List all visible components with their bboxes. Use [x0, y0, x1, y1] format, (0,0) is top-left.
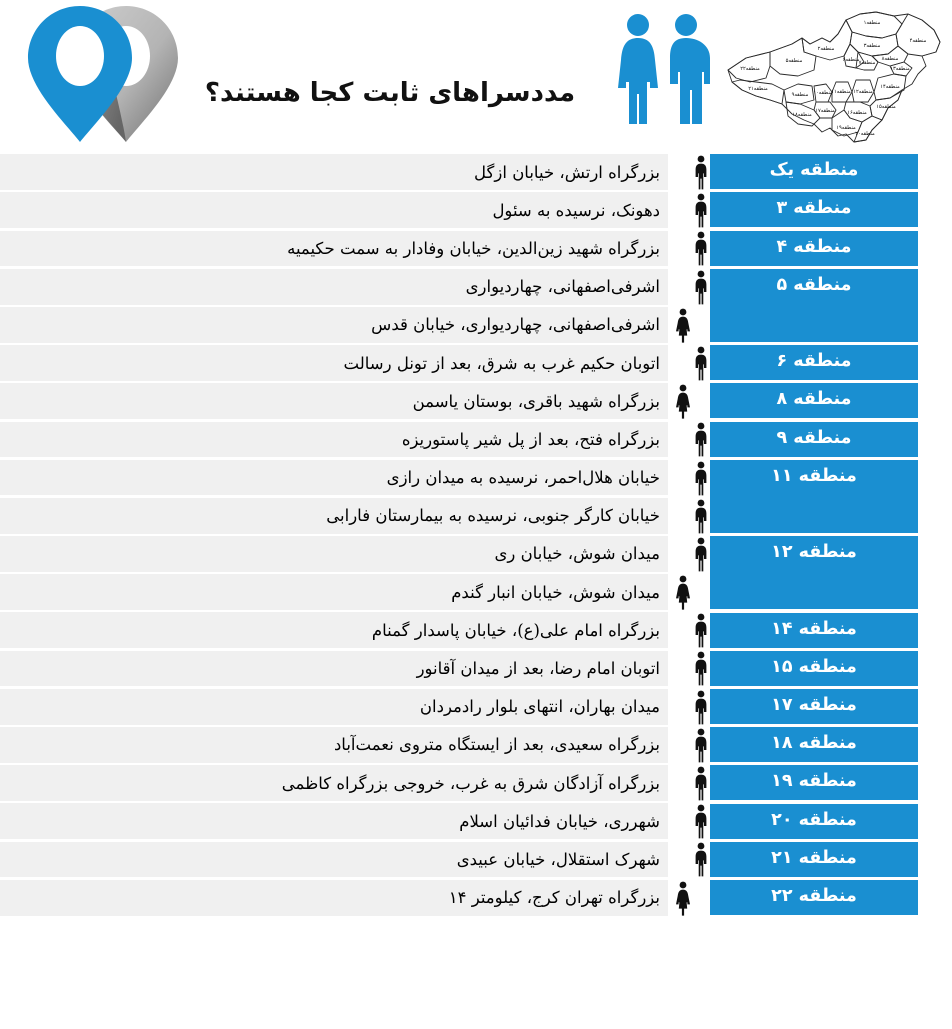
region-tag[interactable]: منطقه ۴	[710, 231, 918, 266]
shelter-address: اشرفی‌اصفهانی، چهاردیواری	[465, 277, 660, 297]
tehran-districts-map	[726, 4, 950, 144]
svg-text:منطقه۳: منطقه۳	[863, 43, 881, 49]
region-tag[interactable]: منطقه ۳	[710, 192, 918, 227]
gender-legend-icons	[613, 12, 713, 130]
shelter-address: دهونک، نرسیده به سئول	[492, 200, 660, 220]
region-tag[interactable]: منطقه ۱۷	[710, 689, 918, 724]
svg-text:منطقه۱۱: منطقه۱۱	[831, 89, 851, 95]
shelter-address: خیابان هلال‌احمر، نرسیده به میدان رازی	[386, 468, 660, 488]
region-tag[interactable]: منطقه یک	[710, 154, 918, 189]
female-figure-icon	[618, 14, 658, 124]
region-tag[interactable]: منطقه ۱۹	[710, 765, 918, 800]
svg-text:منطقه۹: منطقه۹	[791, 92, 809, 98]
region-tag[interactable]: منطقه ۱۱	[710, 460, 918, 533]
shelter-address: بزرگراه شهید باقری، بوستان یاسمن	[412, 391, 660, 411]
svg-text:منطقه۱۹: منطقه۱۹	[836, 125, 856, 131]
shelter-address: خیابان کارگر جنوبی، نرسیده به بیمارستان فارابی	[326, 506, 660, 526]
svg-text:منطقه۱۴: منطقه۱۴	[880, 84, 900, 90]
shelter-address: بزرگراه شهید زین‌الدین، خیابان وفادار به سمت حکیمیه	[287, 238, 660, 258]
map-pin-icon	[22, 2, 184, 145]
region-tag[interactable]: منطقه ۸	[710, 383, 918, 418]
region-tag[interactable]: منطقه ۲۲	[710, 880, 918, 915]
page-title: مددسراهای ثابت کجا هستند؟	[204, 78, 576, 108]
shelter-address: اشرفی‌اصفهانی، چهاردیواری، خیابان قدس	[371, 315, 660, 335]
shelter-address: اتوبان امام رضا، بعد از میدان آقانور	[416, 659, 660, 679]
region-tag[interactable]: منطقه ۵	[710, 269, 918, 342]
region-tag[interactable]: منطقه ۱۸	[710, 727, 918, 762]
region-tag[interactable]: منطقه ۲۱	[710, 842, 918, 877]
region-tag[interactable]: منطقه ۱۴	[710, 613, 918, 648]
shelter-address: شهرری، خیابان فدائیان اسلام	[459, 811, 660, 831]
shelter-address: شهرک استقلال، خیابان عبیدی	[456, 849, 660, 869]
svg-text:منطقه۱۵: منطقه۱۵	[876, 104, 896, 110]
svg-text:منطقه۱۶: منطقه۱۶	[847, 110, 867, 116]
shelter-address: بزرگراه ارتش، خیابان ازگل	[474, 162, 660, 182]
shelter-address: بزرگراه سعیدی، بعد از ایستگاه متروی نعمت‌آباد	[333, 735, 660, 755]
svg-text:منطقه۲۱: منطقه۲۱	[748, 86, 768, 92]
svg-text:منطقه۴: منطقه۴	[909, 38, 927, 44]
shelter-address: میدان بهاران، انتهای بلوار رادمردان	[419, 697, 660, 717]
svg-text:منطقه۱۷: منطقه۱۷	[815, 108, 835, 114]
svg-text:منطقه۲۲: منطقه۲۲	[740, 66, 760, 72]
svg-text:منطقه۱۲: منطقه۱۲	[853, 89, 873, 95]
female-figure-icon	[670, 308, 696, 343]
svg-text:منطقه۵: منطقه۵	[785, 58, 803, 64]
shelter-address: بزرگراه فتح، بعد از پل شیر پاستوریزه	[401, 429, 660, 449]
infographic-header	[0, 0, 952, 150]
svg-text:منطقه۲۰: منطقه۲۰	[855, 131, 875, 137]
female-figure-icon	[670, 881, 696, 916]
region-tag[interactable]: منطقه ۶	[710, 345, 918, 380]
svg-text:منطقه۶: منطقه۶	[842, 57, 860, 63]
shelter-address: بزرگراه امام علی(ع)، خیابان پاسدار گمنام	[371, 620, 660, 640]
svg-text:منطقه۱: منطقه۱	[863, 20, 881, 26]
svg-text:منطقه۸: منطقه۸	[881, 56, 899, 62]
shelter-address: اتوبان حکیم غرب به شرق، بعد از تونل رسالت	[343, 353, 660, 373]
svg-text:منطقه۷: منطقه۷	[858, 60, 876, 66]
shelter-address: میدان شوش، خیابان ری	[494, 544, 660, 564]
region-tag[interactable]: منطقه ۹	[710, 422, 918, 457]
shelter-address: میدان شوش، خیابان انبار گندم	[451, 582, 660, 602]
shelter-address: بزرگراه تهران کرج، کیلومتر ۱۴	[448, 888, 660, 908]
male-figure-icon	[670, 14, 710, 124]
female-figure-icon	[670, 575, 696, 610]
svg-text:منطقه۱۰: منطقه۱۰	[813, 90, 833, 96]
svg-text:منطقه۱۸: منطقه۱۸	[792, 112, 812, 118]
shelter-address: بزرگراه آزادگان شرق به غرب، خروجی بزرگراه کاظمی	[281, 773, 660, 793]
female-figure-icon	[670, 384, 696, 419]
svg-text:منطقه۱۳: منطقه۱۳	[890, 66, 910, 72]
shelters-table	[0, 153, 952, 917]
svg-text:منطقه۲: منطقه۲	[817, 46, 835, 52]
region-tag[interactable]: منطقه ۱۲	[710, 536, 918, 609]
region-tag[interactable]: منطقه ۱۵	[710, 651, 918, 686]
region-tag[interactable]: منطقه ۲۰	[710, 804, 918, 839]
